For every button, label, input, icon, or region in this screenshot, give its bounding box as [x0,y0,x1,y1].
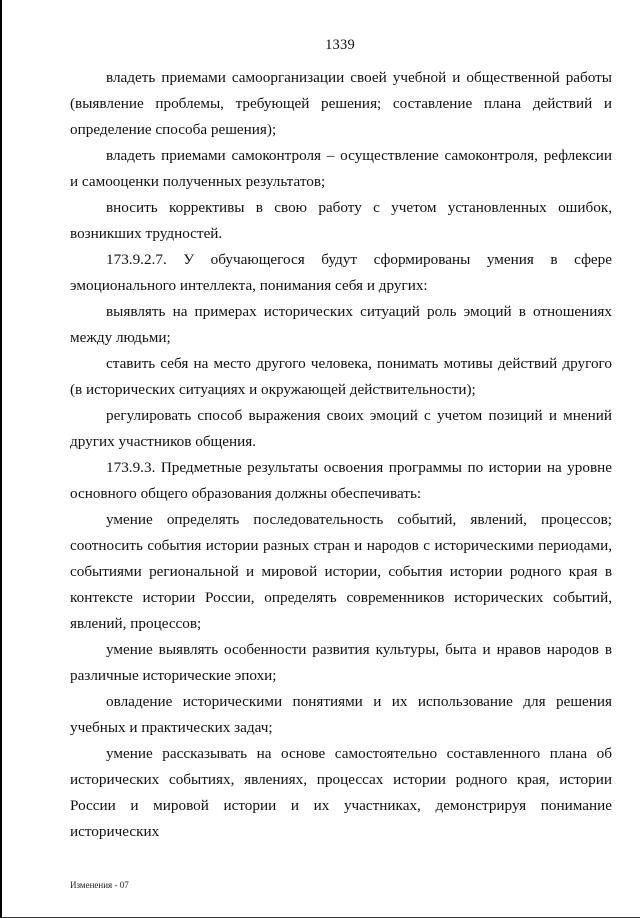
paragraph: регулировать способ выражения своих эмоций с учетом позиций и мнений других участников общения. [70,407,612,450]
document-body [70,65,612,845]
paragraph: выявлять на примерах исторических ситуаций роль эмоций в отношениях между людьми; [70,303,612,346]
paragraph: владеть приемами самоорганизации своей учебной и общественной работы (выявление проблемы, требующей решения; составление плана действий и определение способа решения); [70,69,612,138]
paragraph: вносить коррективы в свою работу с учетом установленных ошибок, возникших трудностей. [70,199,612,242]
page-number: 1339 [325,37,355,53]
paragraph-section-173-9-2-7: 173.9.2.7. У обучающегося будут сформированы умения в сфере эмоционального интеллекта, понимания себя и других: [70,251,612,294]
paragraph: умение рассказывать на основе самостоятельно составленного плана об исторических событиях, явлениях, процессах истории родного края, истории России и мировой истории и их участниках, демонстрируя понимание исторических [70,745,612,840]
paragraph: умение определять последовательность событий, явлений, процессов; соотносить события истории разных стран и народов с историческими периодами, событиями региональной и мировой истории, события истории родного края в контексте истории России, определять современников исторических событий, явлений, процессов; [70,511,612,632]
paragraph-section-173-9-3: 173.9.3. Предметные результаты освоения программы по истории на уровне основного общего образования должны обеспечивать: [70,459,612,502]
paragraph: владеть приемами самоконтроля – осуществление самоконтроля, рефлексии и самооценки полученных результатов; [70,147,612,190]
paragraph: овладение историческими понятиями и их использование для решения учебных и практических задач; [70,693,612,736]
footer-revision-note: Изменения - 07 [70,880,129,890]
paragraph: ставить себя на место другого человека, понимать мотивы действий другого (в исторических ситуациях и окружающей действительности); [70,355,612,398]
paragraph: умение выявлять особенности развития культуры, быта и нравов народов в различные исторические эпохи; [70,641,612,684]
